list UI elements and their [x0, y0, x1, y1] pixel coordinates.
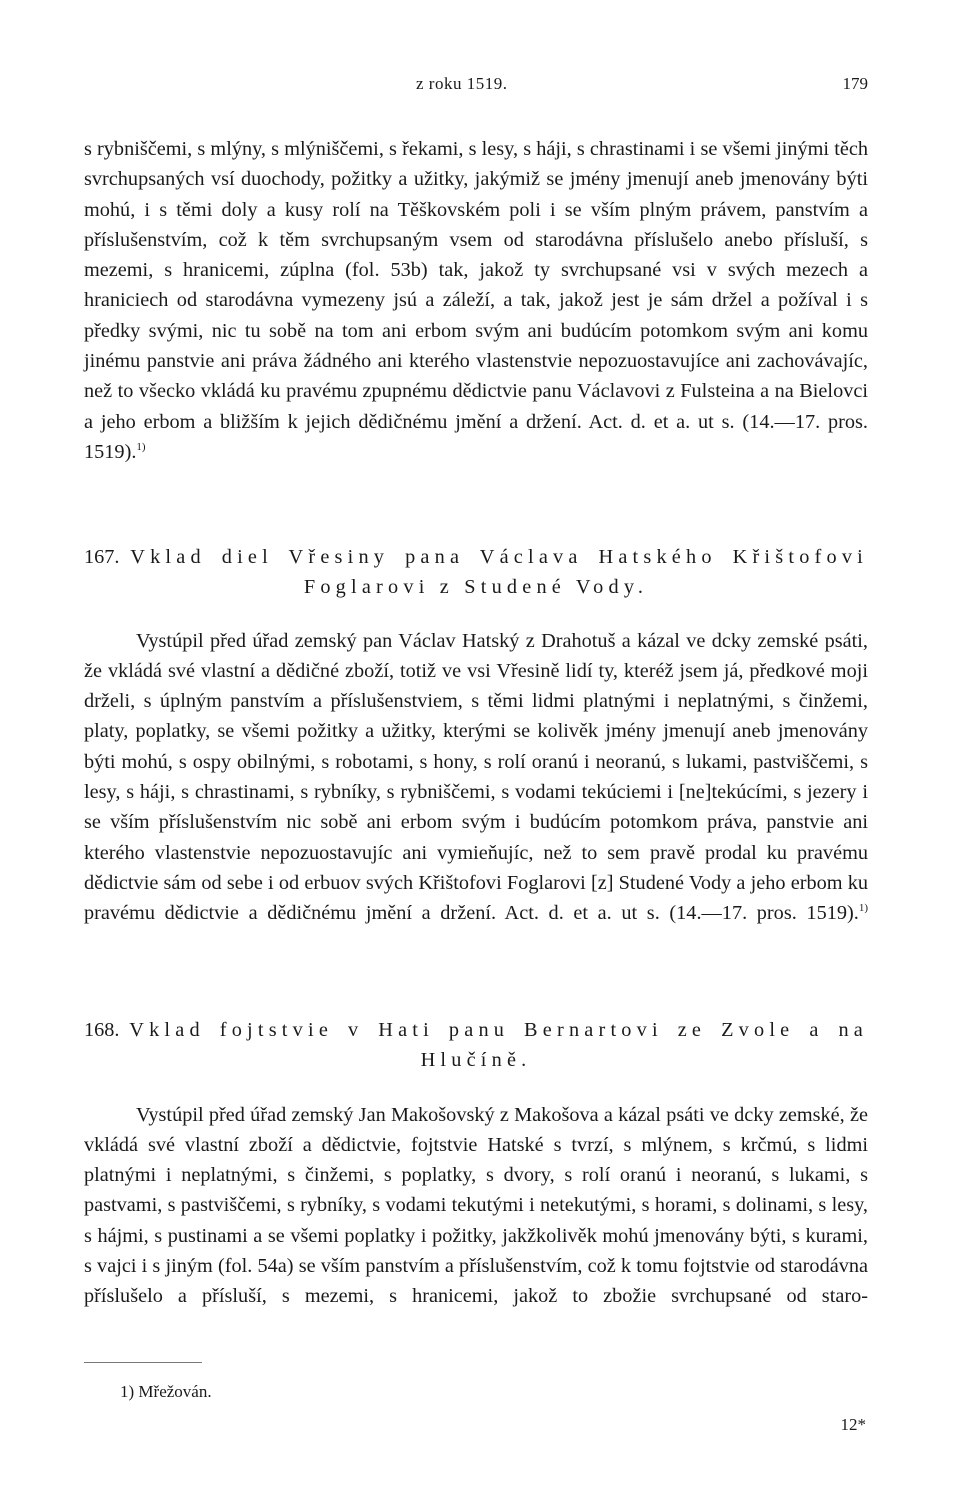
section-title: Vklad fojtstvie v Hati panu Bernartovi ze Zvole a na Hlučíně.	[129, 1019, 869, 1072]
section-body-text: Vystúpil před úřad zemský pan Václav Hatský z Drahotuš a kázal ve dcky zemské psáti, že vkládá své vlastní a dědičné zboží, totiž ve vsi Vřesině lidí ty, kteréž jsem já, předkové moji drželi, s úplným panstvím a příslušenstviem, s těmi lidmi platnými i neplatnými, s činžemi, platy, poplatky, se všemi požitky a užitky, kterými se kolivěk jmény jmenují aneb jmenovány býti mohú, s ospy obilnými, s robotami, s hony, s rolí oranú i neoranú, s lukami, pastviščemi, s lesy, s háji, s chrastinami, s rybníky, s rybniščemi, s vodami tekúciemi i [ne]tekúcími, s jezery i se vším příslušenstvím nic sobě ani erbom svým i budúcím potomkom práva, panstvie ani kterého vlastenstvie nepozuostavujíc ani vymieňujíc, než to sem pravě prodal ku pravému dědictvie sám od sebe i od erbuov svých Křištofovi Foglarovi [z] Studené Vody a jeho erbom ku pravému dědictvie a dědičnému jmění a držení. Act. d. et a. ut s. (14.—17. pros. 1519).	[84, 629, 868, 925]
footnote-number: 1)	[120, 1382, 135, 1401]
footnote-marker: 1)	[136, 441, 146, 454]
footnote-text: Mřežován.	[138, 1382, 212, 1401]
section-number: 168.	[84, 1019, 120, 1041]
section-168	[84, 1015, 868, 1312]
section-number: 167.	[84, 546, 120, 568]
section-body	[84, 1100, 868, 1312]
book-page	[84, 0, 868, 1508]
section-heading	[84, 542, 868, 603]
footnote-rule	[84, 1362, 202, 1363]
signature-mark: 12*	[840, 1415, 866, 1434]
section-title: Vklad diel Vřesiny pana Václava Hatského Křištofovi Foglarovi z Studené Vody.	[130, 546, 869, 599]
continuation-text: s rybniščemi, s mlýny, s mlýniščemi, s řekami, s lesy, s háji, s chrastinami i se všemi jinými těch svrchupsaných vsí duochody, požitky a užitky, jakýmiž se jmény jmenují aneb jmenovány býti mohú, i s těmi doly a kusy rolí na Těškovském poli i se vším plným právem, panstvím a příslušenstvím, což k těm svrchupsaným vsem od starodávna příslušelo anebo přísluší, s mezemi, s hranicemi, zúplna (fol. 53b) tak, jakož ty svrchupsané vsi v svých mezech a hraniciech od starodávna vymezeny jsú a záleží, a tak, jakož jest je sám držel a požíval i s předky svými, nic tu sobě na tom ani erbom svým ani budúcím potomkom svým ani komu jinému panstvie ani práva žádného ani kterého vlastenstvie nepozuostavujíce ani zachovávajíc, než to všecko vkládá ku pravému zpupnému dědictvie panu Václavovi z Fulsteina a na Bielovci a jeho erbom a bližším k jejich dědičnému jmění a držení. Act. d. et a. ut s. (14.—17. pros. 1519).	[84, 138, 868, 463]
section-body-text: Vystúpil před úřad zemský Jan Makošovský z Makošova a kázal psáti ve dcky zemské, že vkládá své vlastní zboží a dědictvie, fojtstvie Hatské s tvrzí, s mlýnem, s krčmú, s lidmi platnými i neplatnými, s činžemi, s poplatky, s dvory, s rolí oranú i neoranú, s lukami, s pastvami, s pastviščemi, s rybníky, s vodami tekutými i netekutými, s horami, s dolinami, s lesy, s hájmi, s pustinami a se všemi poplatky i požitky, jakžkolivěk mohú jmenovány býti, s kurami, s vajci i s jiným (fol. 54a) se vším panstvím a příslušenstvím, což k tomu fojtstvie od starodávna příslušelo a přísluší, s mezemi, s hranicemi, jakož to zbožie svrchupsané od staro-	[84, 1103, 868, 1308]
running-head	[84, 74, 868, 98]
page-number: 179	[842, 74, 868, 93]
footnote	[120, 1382, 212, 1402]
section-body	[84, 626, 868, 929]
section-heading	[84, 1015, 868, 1076]
section-167	[84, 542, 868, 929]
footnote-marker: 1)	[858, 902, 868, 915]
continuation-block	[84, 134, 868, 467]
running-head-title: z roku 1519.	[416, 74, 508, 93]
continuation-paragraph	[84, 134, 868, 467]
